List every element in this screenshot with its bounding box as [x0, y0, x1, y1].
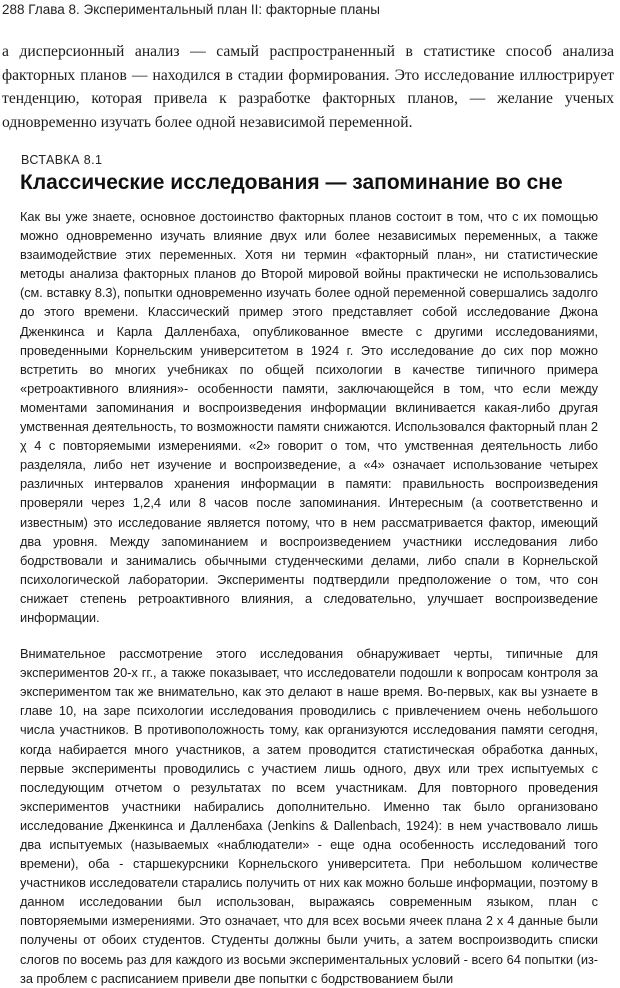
insert-body — [20, 207, 598, 988]
insert-label: ВСТАВКА 8.1 — [21, 153, 103, 167]
running-head: 288 Глава 8. Экспериментальный план II: факторные планы — [2, 2, 380, 17]
intro-paragraph: а дисперсионный анализ — самый распространенный в статистике способ анализа факторных планов — находился в стадии формирования. Это исследование иллюстрирует тенденцию, которая привела к разработке факторных планов, — желание ученых одновременно изучать более одной независимой переменной. — [2, 43, 614, 132]
insert-paragraph-2: Внимательное рассмотрение этого исследования обнаруживает черты, типичные для экспериментов 20-х гг., а также показывает, что исследователи подошли к вопросам контроля за экспериментом так же внимательно, как это делают в наше время. Во-первых, как вы узнаете в главе 10, на заре психологии исследования проводились с привлечением очень небольшого числа участников. В противоположность тому, как организуются исследования памяти сегодня, когда набирается много участников, а затем проводится статистическая обработка данных, первые эксперименты проводились с участием лишь одного, двух или трех испытуемых с последующим отчетом о результатах по всем участникам. Для повторного проведения экспериментов участники набирались дополнительно. Именно так было организовано исследование Дженкинса и Далленбаха (Jenkins & Dallenbach, 1924): в нем участвовало лишь два испытуемых (называемых «наблюдатели» - еще одна особенность исследований того времени), оба - старшекурсники Корнельского университета. При небольшом количестве участников исследователи старались получить от них как можно больше информации, поэтому в данном исследовании был использован, выражаясь современным языком, план с повторяемыми измерениями. Это означает, что для всех восьми ячеек плана 2 x 4 данные были получены от обоих студентов. Студенты должны были учить, а затем воспроизводить списки слогов по восемь раз для каждого из восьми экспериментальных условий - всего 64 попытки (из-за проблем с расписанием привели две попытки с бодрствованием были — [20, 646, 598, 986]
insert-title: Классические исследования — запоминание во сне — [20, 171, 563, 194]
insert-paragraph-1: Как вы уже знаете, основное достоинство факторных планов состоит в том, что с их помощью можно одновременно изучать влияние двух или более независимых переменных, а также взаимодействие этих переменных. Хотя ни термин «факторный план», ни статистические методы анализа факторных планов до Второй мировой войны практически не использовались (см. вставку 8.3), попытки одновременно изучать более одной переменной совершались задолго до этого времени. Классический пример этого представляет собой исследование Джона Дженкинса и Карла Далленбаха, опубликованное вместе с другими исследованиями, проведенными Корнельским университетом в 1924 г. Это исследование до сих пор можно встретить во многих учебниках по общей психологии в качестве типичного примера «ретроактивного влияния»- особенности памяти, заключающейся в том, что если между моментами запоминания и воспроизведения информации вклинивается какая-либо другая умственная деятельность, то возможности памяти снижаются. Использовался факторный план 2 χ 4 с повторяемыми измерениями. «2» говорит о том, что умственная деятельность либо разделяла, либо нет изучение и воспроизведение, а «4» означает использование четырех различных интервалов хранения информации в памяти: правильность воспроизведения проверяли через 1,2,4 или 8 часов после запоминания. Интересным (а соответственно и известным) это исследование является потому, что в нем рассматривается фактор, имеющий два уровня. Между запоминанием и воспроизведением участники исследования либо бодрствовали и занимались обычными студенческими делами, либо спали в Корнельской психологической лаборатории. Эксперименты подтвердили предположение о том, что сон снижает степень ретроактивного влияния, а следовательно, улучшает воспроизведение информации. — [20, 209, 598, 625]
